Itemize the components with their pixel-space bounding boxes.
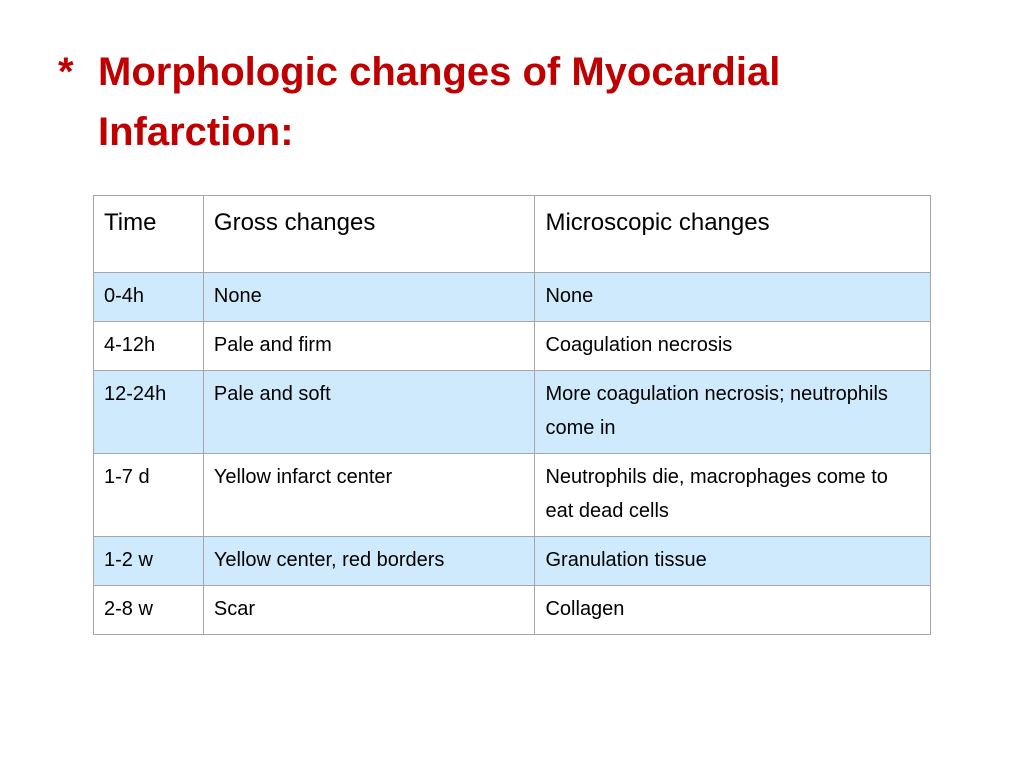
cell-micro: More coagulation necrosis; neutrophils come in xyxy=(535,371,931,454)
table-row xyxy=(94,322,931,371)
title-text: Morphologic changes of Myocardial Infarction: xyxy=(98,50,781,154)
cell-gross: Scar xyxy=(203,586,535,635)
cell-micro: Coagulation necrosis xyxy=(535,322,931,371)
cell-time: 2-8 w xyxy=(94,586,204,635)
cell-gross: None xyxy=(203,273,535,322)
cell-micro: Granulation tissue xyxy=(535,537,931,586)
table-row xyxy=(94,537,931,586)
header-microscopic-changes: Microscopic changes xyxy=(535,196,931,273)
cell-time: 1-2 w xyxy=(94,537,204,586)
cell-micro: None xyxy=(535,273,931,322)
cell-time: 4-12h xyxy=(94,322,204,371)
cell-gross: Pale and soft xyxy=(203,371,535,454)
slide-title xyxy=(58,42,958,162)
table-header-row xyxy=(94,196,931,273)
table-row xyxy=(94,454,931,537)
table-row xyxy=(94,273,931,322)
cell-gross: Yellow center, red borders xyxy=(203,537,535,586)
table-row xyxy=(94,371,931,454)
cell-micro: Neutrophils die, macrophages come to eat dead cells xyxy=(535,454,931,537)
header-gross-changes: Gross changes xyxy=(203,196,535,273)
cell-time: 1-7 d xyxy=(94,454,204,537)
title-bullet: * xyxy=(58,50,74,94)
cell-micro: Collagen xyxy=(535,586,931,635)
cell-gross: Pale and firm xyxy=(203,322,535,371)
mi-changes-table xyxy=(93,195,931,635)
cell-gross: Yellow infarct center xyxy=(203,454,535,537)
cell-time: 12-24h xyxy=(94,371,204,454)
table-row xyxy=(94,586,931,635)
cell-time: 0-4h xyxy=(94,273,204,322)
header-time: Time xyxy=(94,196,204,273)
